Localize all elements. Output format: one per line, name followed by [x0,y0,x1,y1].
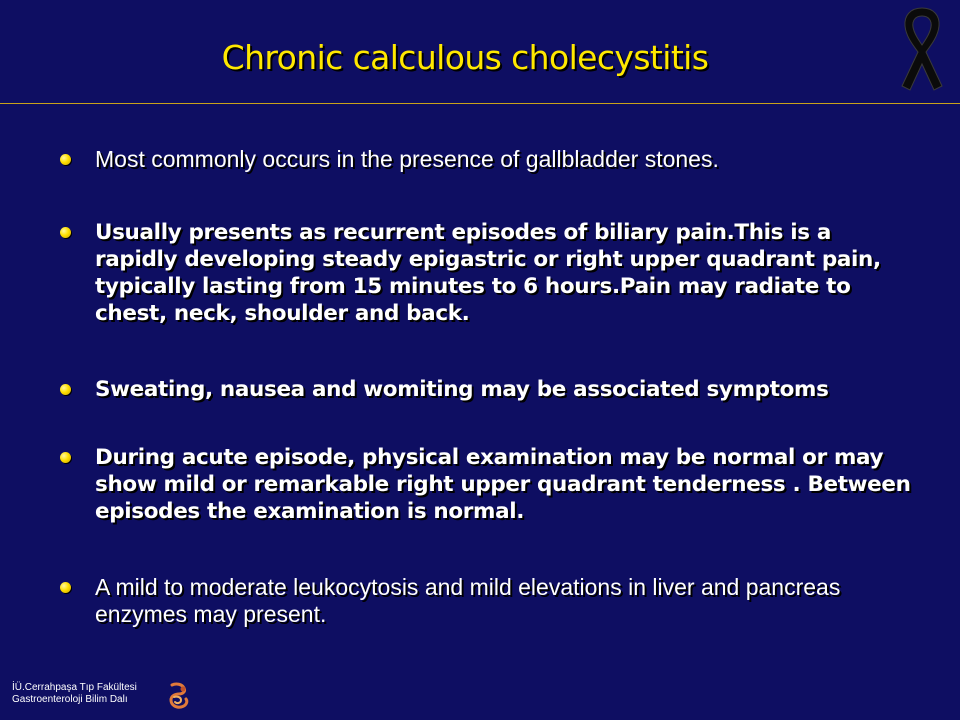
bullet-text: Most commonly occurs in the presence of gallbladder stones. [95,146,719,172]
title-divider [0,103,960,104]
footer-institution [12,682,137,706]
bullet-text: During acute episode, physical examination may be normal or may show mild or remarkable right upper quadrant tenderness . Between episodes the examination is normal. [95,445,911,524]
bullet-icon [60,582,71,593]
footer-line-2: Gastroenteroloji Bilim Dalı [12,694,128,705]
bullet-icon [60,227,71,238]
bullet-icon [60,452,71,463]
bullet-icon [60,384,71,395]
awareness-ribbon-icon [896,4,948,92]
digestive-system-icon [166,682,190,710]
bullet-text: Usually presents as recurrent episodes of biliary pain.This is a rapidly developing steady epigastric or right upper quadrant pain, typically lasting from 15 minutes to 6 hours.Pain may radiate to chest, neck, shoulder and back. [95,220,881,326]
bullet-text: Sweating, nausea and womiting may be associated symptoms [95,377,829,402]
bullet-icon [60,154,71,165]
footer-line-1: İÜ.Cerrahpaşa Tıp Fakültesi [12,682,137,693]
slide-title: Chronic calculous cholecystitis [221,38,709,77]
bullet-text: A mild to moderate leukocytosis and mild elevations in liver and pancreas enzymes may present. [95,574,841,627]
